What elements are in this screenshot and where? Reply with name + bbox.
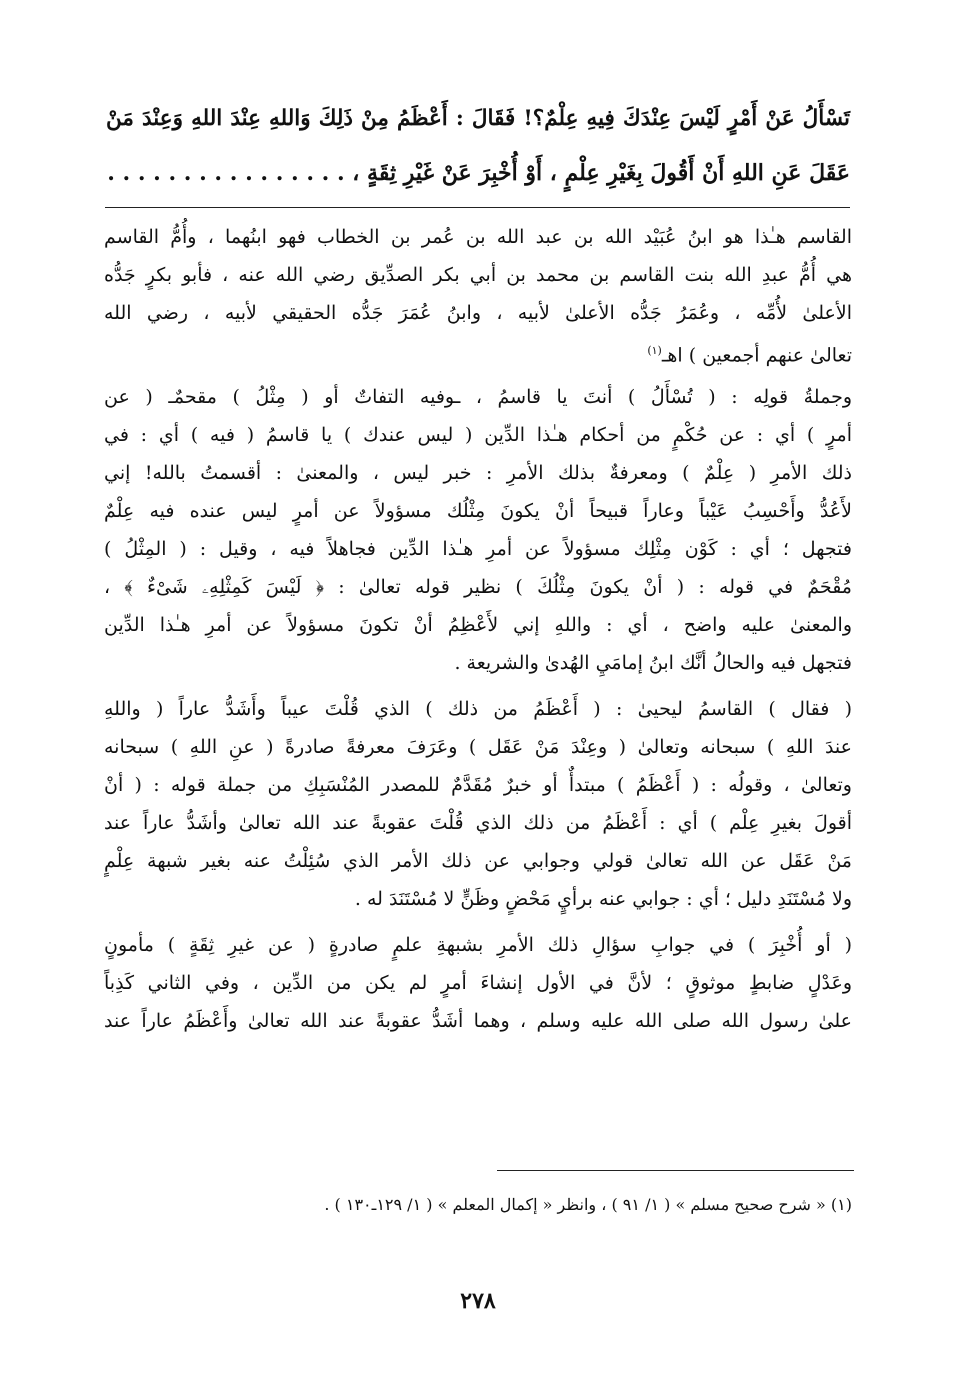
hadith-line: تَسْأَلُ عَنْ أَمْرٍ لَيْسَ عِنْدَكَ فِيهِ عِلْمٌ؟! فَقَالَ : أَعْظَمُ مِنْ ذَلِكَ وَاللهِ عِنْدَ اللهِ وَعِنْدَ مَنْ: [106, 106, 850, 131]
text-span: تعالىٰ عنهم أجمعين ) اهـ: [661, 344, 852, 367]
text-line: علىٰ رسول الله صلى الله عليه وسلم ، وهما أشَدُّ عقوبةً عند الله تعالىٰ وأَعْظَمُ عاراً عند: [104, 1010, 852, 1032]
text-line: هي أُمُّ عبدِ الله بنت القاسم بن محمد بن أبي بكر الصدِّيق رضي الله عنه ، فأبو بكرٍ جَدُّه: [104, 264, 852, 286]
text-line: لأَعُدُّ وأَحْسِبُ عَيْباً وعاراً قبيحاً أنْ يكونَ مِثْلُك مسؤولاً عن أمرٍ ليس عنده فيه عِلْمٌ: [104, 500, 852, 522]
text-line: فتجهل ؛ أي : كَوْن مِثْلِك مسؤولاً عن أمرِ هـٰذا الدِّين فجاهلاً فيه ، وقيل : ( المِثْلُ ): [104, 538, 852, 560]
text-line: وجملةُ قولِه : ( تُسْأَلُ ) أنتَ يا قاسمُ ، ـوفيه التفاتٌ أو ( مِثْلُ ) مقحمٌـ ( عن: [104, 386, 852, 408]
hadith-line: عَقَلَ عَنِ اللهِ أَنْ أَقُولَ بِغَيْرِ عِلْمٍ ، أَوْ أُخْبِرَ عَنْ غَيْرِ ثِقَةٍ ، . . . . . . . . . . . . . . . .: [107, 160, 850, 186]
page-number: ٢٧٨: [460, 1288, 496, 1314]
text-line: ( أو أُخْبِرَ ) في جوابِ سؤالِ ذلك الأمرِ بشبهةِ علمٍ صادرةٍ ( عن غيرِ ثِقَةٍ ) مأمونٍ: [104, 934, 852, 956]
text-line: الأعلىٰ لأُمِّه ، وعُمَرُ جَدُّه الأعلىٰ لأبيه ، وابنُ عُمَرَ جَدُّه الحقيقي لأبيه ، رضي الله: [104, 302, 852, 324]
paragraph: [104, 378, 852, 682]
text-line: والمعنىٰ عليه واضح ، أي : واللهِ إني لأَعْظِمُ أنْ تكونَ مسؤولاً عن أمرِ هـٰذا الدِّين: [104, 614, 852, 636]
hadith-text: [106, 92, 850, 200]
text-line: فتجهل فيه والحالُ أنَّك ابنُ إمامَيِ الهُدىٰ والشريعة .: [454, 652, 852, 674]
text-line: ولا مُسْتَنَدِ دليل ؛ أي : جوابي عنه برأيٍ مَحْضٍ وظَنٍّ لا مُسْتَنَدَ له .: [354, 888, 852, 910]
text-line: وعَدْلٍ ضابطٍ موثوقٍ ؛ لأنَّ في الأول إنشاءَ أمرٍ لم يكن من الدِّين ، وفي الثاني كَذِباً: [104, 972, 852, 994]
text-line: أمرٍ ) أي : عن حُكْمٍ من أحكام هـٰذا الدِّين ( ليس عندك ) يا قاسمُ ( فيه ) أي : في: [104, 424, 852, 446]
text-line: ( فقال ) القاسمُ ليحيىٰ : ( أَعْظَمُ من ذلك ) الذي قُلْتَ عيباً وأَشَدُّ عاراً ( واللهِ: [104, 698, 852, 720]
text-line: ذلك الأمرِ ( عِلْمٌ ) ومعرفةٌ بذلك الأمرِ : خبر ليس ، والمعنىٰ : أقسمتُ بالله! إني: [104, 462, 852, 484]
text-line: وتعالىٰ ، وقولُه : ( أَعْظَمُ ) مبتدأٌ أو خبرٌ مُقَدَّمٌ للمصدر المُنْسَبِكِ من جملة قوله : ( أنْ: [104, 774, 852, 796]
paragraph: [104, 926, 852, 1040]
separator-rule: [105, 207, 850, 208]
paragraph: [104, 690, 852, 918]
footnote-rule: [497, 1170, 854, 1171]
text-line: مُقْحَمٌ في قوله : ( أنْ يكونَ مِثْلُكَ ) نظير قوله تعالىٰ : ﴿ لَيْسَ كَمِثْلِهِۦ شَىْءٌ ﴾ ،: [104, 576, 852, 598]
commentary: [104, 218, 852, 1048]
footnote: (١) « شرح صحيح مسلم » ( ١/ ٩١ ) ، وانظر « إكمال المعلم » ( ١/ ١٢٩ـ١٣٠ ) .: [324, 1195, 852, 1214]
text-line: [104, 332, 852, 370]
text-line: القاسم هـٰذا هو ابنُ عُبَيْد الله بن عبد الله بن عُمر بن الخطاب فهو ابنُهما ، وأُمُّ القاسم: [104, 226, 852, 248]
text-line: مَنْ عَقَل عن الله تعالىٰ قولي وجوابي عن ذلك الأمر الذي سُئِلْتُ عنه بغير شبهة عِلْمٍ: [104, 850, 852, 872]
text-line: عندَ اللهِ ) سبحانه وتعالىٰ ( وعِنْدَ مَنْ عَقَل ) وعَرَفَ معرفةً صادرةً ( عنِ اللهِ ) سبحانه: [104, 736, 852, 758]
paragraph: [104, 218, 852, 370]
text-line: أقولَ بغيرِ عِلْم ) أي : أَعْظَمُ من ذلك الذي قُلْتَ عقوبةً عند الله تعالىٰ وأشَدُّ عاراً عند: [104, 812, 852, 834]
footnote-marker: (١): [647, 344, 662, 357]
